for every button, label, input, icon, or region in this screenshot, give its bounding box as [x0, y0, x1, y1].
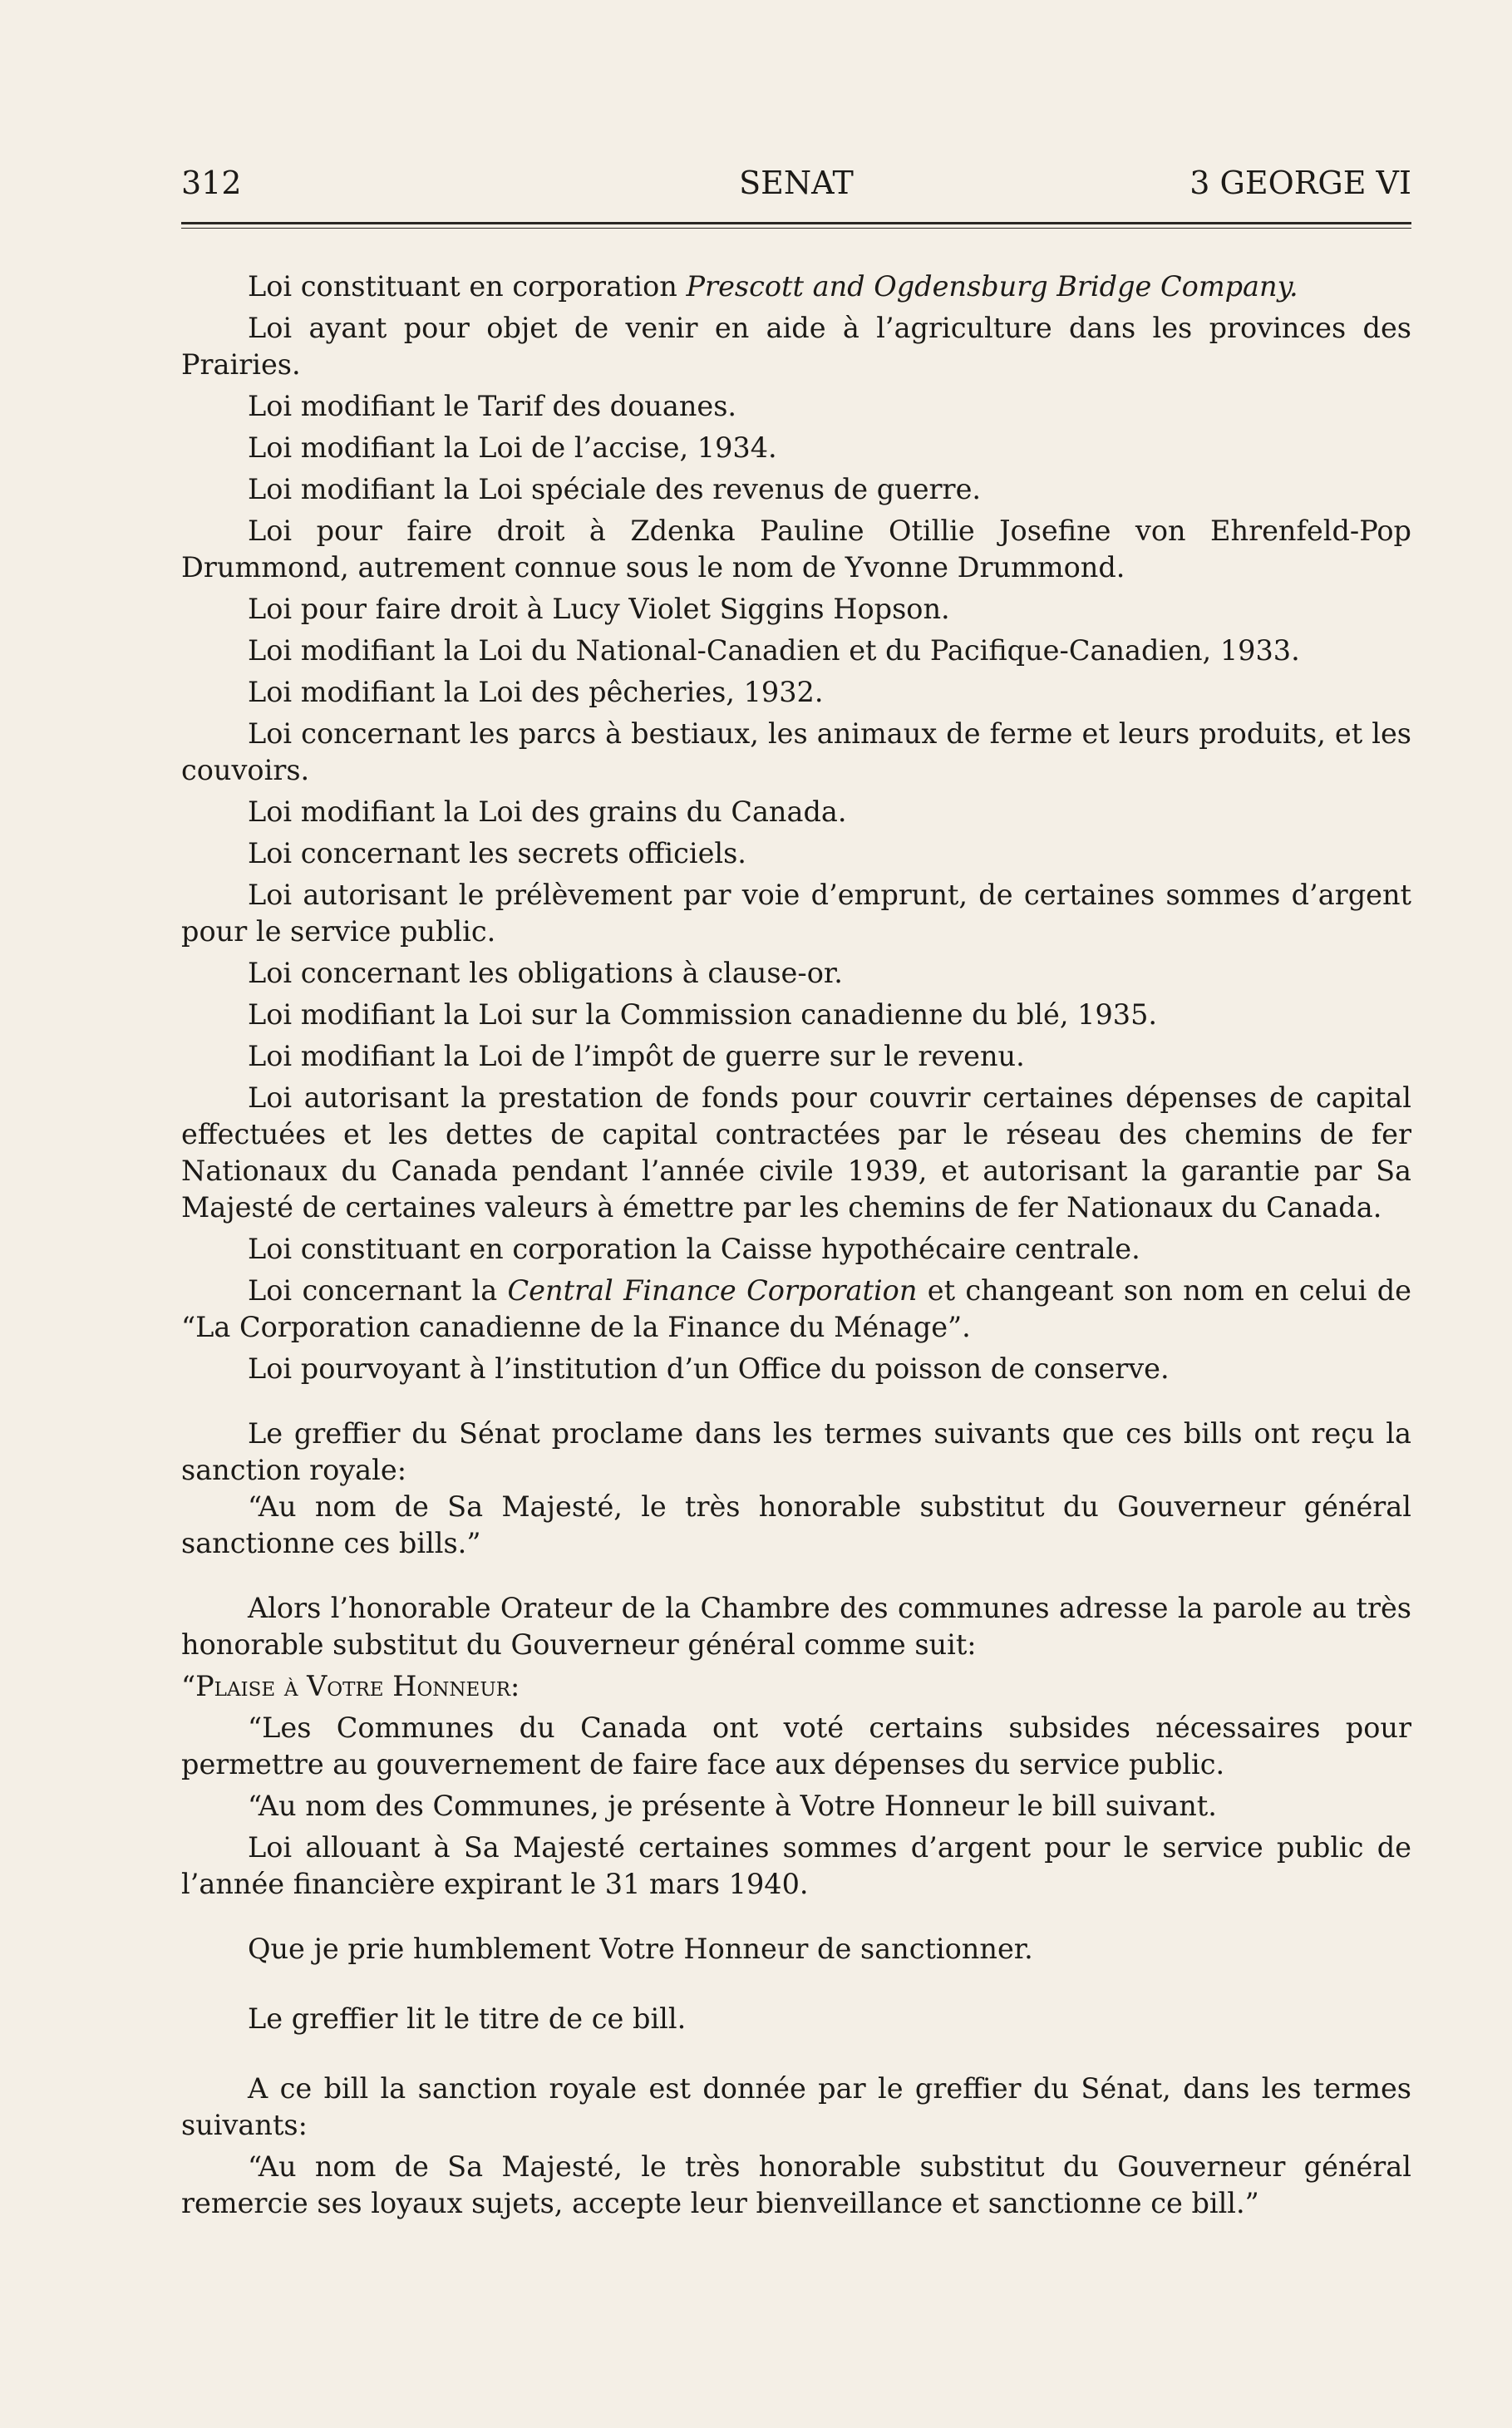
bill-item — [181, 388, 1411, 425]
page-number: 312 — [181, 165, 242, 201]
page-title: SENAT — [739, 165, 854, 201]
bill-text: Loi constituant en corporation la Caisse hypothécaire centrale. — [248, 1233, 1140, 1265]
bill-text-continued: et changeant son nom en celui de “La Corporation canadienne de la Finance du Ménage”. — [181, 1274, 1411, 1343]
bill-item — [181, 591, 1411, 628]
bill-item — [181, 430, 1411, 466]
bill-text: Loi modifiant la Loi de l’accise, 1934. — [248, 431, 777, 464]
bill-text: Loi concernant les parcs à bestiaux, les animaux de ferme et leurs produits, et les couvoirs. — [181, 717, 1411, 786]
speaker-paragraph-4: Que je prie humblement Votre Honneur de sanctionner. — [248, 1933, 1033, 1965]
bill-item — [181, 835, 1411, 872]
bill-item — [181, 794, 1411, 830]
bill-text: Loi autorisant la prestation de fonds pour couvrir certaines dépenses de capital effectuées et les dettes de capital contractées par le réseau des chemins de fer Nationaux du Canada pendant l’année civile 1939, et autorisant la garantie par Sa Majesté de certaines valeurs à émettre par les chemins de fer Nationaux du Canada. — [181, 1081, 1411, 1224]
bill-item — [181, 877, 1411, 950]
bill-item — [181, 955, 1411, 992]
page — [181, 162, 1411, 2222]
bill-item — [181, 716, 1411, 789]
bill-text: Loi modifiant la Loi de l’impôt de guerre sur le revenu. — [248, 1040, 1025, 1072]
speaker-paragraph-1: “Les Communes du Canada ont voté certains subsides nécessaires pour permettre au gouvernement de faire face aux dépenses du service public. — [181, 1711, 1411, 1780]
speaker-salutation: “Plaise à Votre Honneur: — [181, 1670, 520, 1702]
bill-item — [181, 1080, 1411, 1226]
proclamation-quote: “Au nom de Sa Majesté, le très honorable substitut du Gouverneur général sanctionne ces bills.” — [181, 1490, 1411, 1559]
bill-text: Loi concernant les secrets officiels. — [248, 837, 746, 869]
bill-text: Loi concernant la — [248, 1274, 508, 1307]
bill-company-name: Prescott and Ogdensburg Bridge Company. — [686, 270, 1298, 303]
bill-item — [181, 268, 1411, 305]
bill-item — [181, 1351, 1411, 1387]
reign-label: 3 GEORGE VI — [1189, 165, 1411, 201]
bill-text: Loi autorisant le prélèvement par voie d’emprunt, de certaines sommes d’argent pour le service public. — [181, 879, 1411, 948]
header-rule — [181, 222, 1411, 229]
bill-text: Loi modifiant la Loi spéciale des revenus de guerre. — [248, 473, 982, 505]
bill-item — [181, 674, 1411, 711]
bill-item — [181, 997, 1411, 1033]
bill-text: Loi modifiant le Tarif des douanes. — [248, 390, 737, 422]
speaker-paragraph-3: Loi allouant à Sa Majesté certaines sommes d’argent pour le service public de l’année financière expirant le 31 mars 1940. — [181, 1831, 1411, 1900]
bill-item — [181, 310, 1411, 383]
assent-quote: “Au nom de Sa Majesté, le très honorable substitut du Gouverneur général remercie ses loyaux sujets, accepte leur bienveillance et sanctionne ce bill.” — [181, 2150, 1411, 2219]
bill-text: Loi modifiant la Loi des grains du Canada. — [248, 795, 847, 828]
bill-item — [181, 471, 1411, 508]
bill-item — [181, 513, 1411, 586]
bill-text: Loi modifiant la Loi sur la Commission canadienne du blé, 1935. — [248, 998, 1158, 1031]
bill-text: Loi constituant en corporation — [248, 270, 687, 303]
bill-text: Loi ayant pour objet de venir en aide à l’agriculture dans les provinces des Prairies. — [181, 312, 1411, 381]
bill-text: Loi modifiant la Loi du National-Canadien et du Pacifique-Canadien, 1933. — [248, 634, 1300, 667]
bill-item — [181, 633, 1411, 669]
speaker-paragraph-2: “Au nom des Communes, je présente à Votre Honneur le bill suivant. — [248, 1790, 1217, 1822]
bill-item — [181, 1273, 1411, 1346]
bill-text: Loi pour faire droit à Lucy Violet Siggins Hopson. — [248, 593, 950, 625]
bill-text: Loi pour faire droit à Zdenka Pauline Otillie Josefine von Ehrenfeld-Pop Drummond, autrement connue sous le nom de Yvonne Drummond. — [181, 515, 1411, 584]
assent-intro: A ce bill la sanction royale est donnée par le greffier du Sénat, dans les termes suivants: — [181, 2072, 1411, 2141]
bill-list — [181, 268, 1411, 1387]
clerk-reads-title: Le greffier lit le titre de ce bill. — [248, 2002, 687, 2035]
bill-text: Loi modifiant la Loi des pêcheries, 1932. — [248, 676, 824, 708]
speaker-intro: Alors l’honorable Orateur de la Chambre des communes adresse la parole au très honorable substitut du Gouverneur général comme suit: — [181, 1592, 1411, 1661]
bill-item — [181, 1231, 1411, 1268]
body-text — [181, 268, 1411, 2222]
bill-text: Loi concernant les obligations à clause-or. — [248, 957, 843, 989]
proclamation-intro: Le greffier du Sénat proclame dans les termes suivants que ces bills ont reçu la sanction royale: — [181, 1417, 1411, 1486]
bill-item — [181, 1038, 1411, 1075]
bill-text: Loi pourvoyant à l’institution d’un Office du poisson de conserve. — [248, 1352, 1170, 1385]
bill-company-name: Central Finance Corporation — [507, 1274, 918, 1307]
running-header — [181, 162, 1411, 204]
